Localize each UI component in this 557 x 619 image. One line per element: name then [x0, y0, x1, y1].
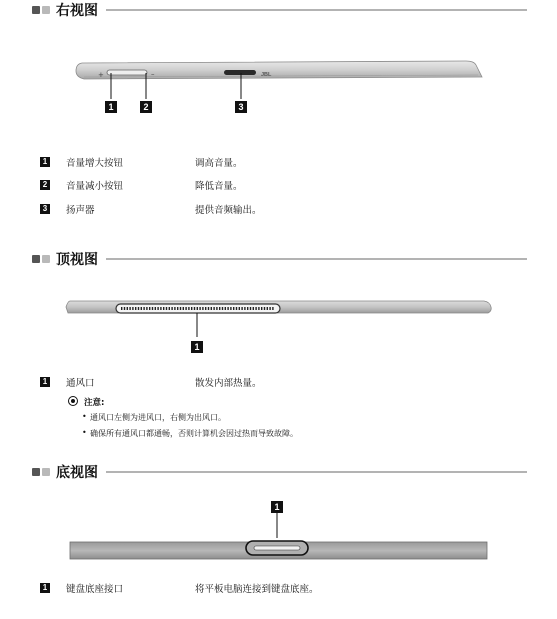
- volume-rocker: [107, 70, 147, 75]
- callout-1: 1: [271, 501, 283, 513]
- section-header-right-view: [32, 2, 527, 18]
- plus-mark: +: [98, 71, 104, 79]
- callout-1: 1: [105, 101, 117, 113]
- row-number: 3: [40, 204, 50, 214]
- component-desc: 降低音量。: [195, 181, 243, 192]
- speaker-brand: JBL: [261, 72, 272, 78]
- callout-2: 2: [140, 101, 152, 113]
- bottom-view-illustration: [0, 513, 557, 563]
- note-icon: [68, 396, 78, 406]
- note-item: • 通风口左侧为进风口，右侧为出风口。: [90, 412, 226, 423]
- component-name: 音量增大按钮: [66, 158, 124, 169]
- note-label: 注意:: [84, 398, 105, 408]
- component-name: 扬声器: [66, 205, 95, 216]
- section-title: 右视图: [56, 3, 98, 19]
- component-desc: 散发内部热量。: [195, 378, 262, 389]
- speaker-grille: [224, 70, 256, 75]
- legend-row: [40, 375, 262, 389]
- section-rule: [106, 258, 527, 260]
- section-title: 底视图: [56, 465, 98, 481]
- top-view-illustration: [0, 295, 557, 355]
- legend-row: [40, 155, 243, 169]
- section-marker-icon: [32, 255, 40, 263]
- section-marker-icon: [32, 468, 40, 476]
- legend-row: [40, 178, 243, 192]
- row-number: 1: [40, 377, 50, 387]
- section-header-top-view: [32, 251, 527, 267]
- right-view-illustration: [0, 55, 557, 125]
- section-marker-icon: [42, 6, 50, 14]
- section-marker-icon: [42, 255, 50, 263]
- callout-3: 3: [235, 101, 247, 113]
- row-number: 1: [40, 157, 50, 167]
- row-number: 1: [40, 583, 50, 593]
- section-rule: [106, 9, 527, 11]
- section-marker-icon: [42, 468, 50, 476]
- section-rule: [106, 471, 527, 473]
- legend-row: [40, 581, 319, 595]
- legend-row: [40, 202, 262, 216]
- callout-1: 1: [191, 341, 203, 353]
- note-item: • 确保所有通风口都通畅，否则计算机会因过热而导致故障。: [90, 428, 298, 439]
- component-name: 键盘底座接口: [66, 584, 124, 595]
- note-heading: [68, 396, 104, 408]
- component-desc: 提供音频输出。: [195, 205, 262, 216]
- minus-mark: –: [151, 70, 155, 78]
- component-name: 通风口: [66, 378, 95, 389]
- section-title: 顶视图: [56, 252, 98, 268]
- component-name: 音量减小按钮: [66, 181, 124, 192]
- dock-connector-pins: [254, 546, 300, 550]
- row-number: 2: [40, 180, 50, 190]
- component-desc: 调高音量。: [195, 158, 243, 169]
- component-desc: 将平板电脑连接到键盘底座。: [195, 584, 319, 595]
- section-marker-icon: [32, 6, 40, 14]
- section-header-bottom-view: [32, 464, 527, 480]
